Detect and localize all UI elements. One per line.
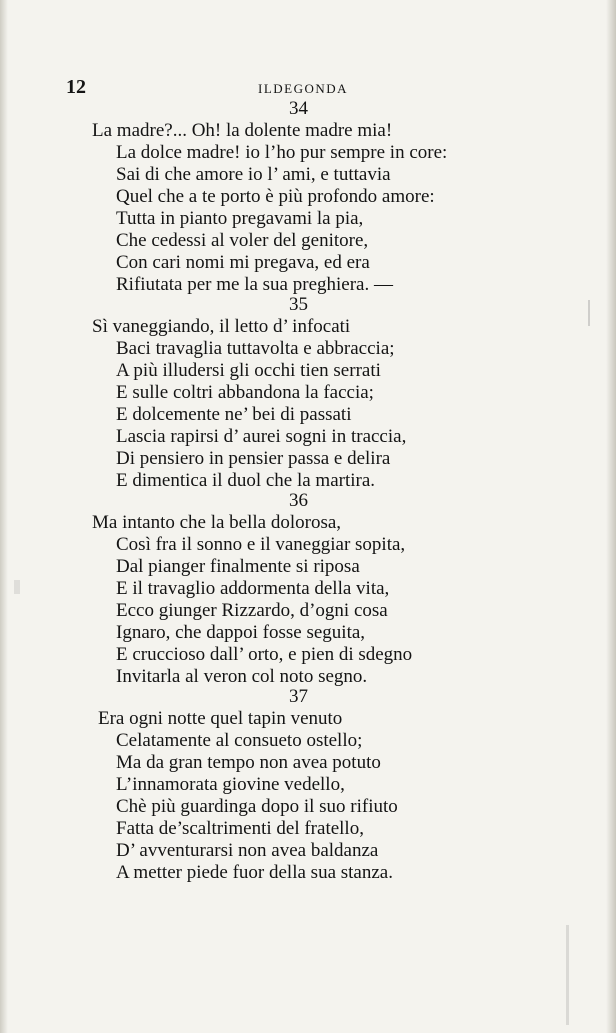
verse-line: A più illudersi gli occhi tien serrati (116, 360, 381, 381)
stanza-number: 36 (289, 490, 308, 511)
verse-line: Baci travaglia tuttavolta e abbraccia; (116, 338, 395, 359)
verse-line: L’innamorata giovine vedello, (116, 774, 345, 795)
verse-line: Dal pianger finalmente si riposa (116, 556, 360, 577)
verse-line: Rifiutata per me la sua preghiera. — (116, 274, 393, 295)
verse-line: E dolcemente ne’ bei di passati (116, 404, 352, 425)
verse-line: E il travaglio addormenta della vita, (116, 578, 390, 599)
verse-line: D’ avventurarsi non avea baldanza (116, 840, 379, 861)
page-edge-right (606, 0, 616, 1033)
verse-line: Sai di che amore io l’ ami, e tuttavia (116, 164, 391, 185)
verse-line: E cruccioso dall’ orto, e pien di sdegno (116, 644, 413, 665)
verse-line: Tutta in pianto pregavami la pia, (116, 208, 364, 229)
verse-line: Sì vaneggiando, il letto d’ infocati (92, 316, 351, 337)
verse-line: A metter piede fuor della sua stanza. (116, 862, 393, 883)
verse-line: Era ogni notte quel tapin venuto (98, 708, 343, 729)
verse-line: Lascia rapirsi d’ aurei sogni in traccia, (116, 426, 407, 447)
verse-line: Ignaro, che dappoi fosse seguita, (116, 622, 366, 643)
page-edge-left (0, 0, 8, 1033)
verse-line: La dolce madre! io l’ho pur sempre in core: (116, 142, 448, 163)
verse-line: Ma da gran tempo non avea potuto (116, 752, 381, 773)
stanza-number: 34 (289, 98, 308, 119)
verse-line: Chè più guardinga dopo il suo rifiuto (116, 796, 398, 817)
verse-line: Celatamente al consueto ostello; (116, 730, 363, 751)
stanza-number: 37 (289, 686, 308, 707)
verse-line: Ecco giunger Rizzardo, d’ogni cosa (116, 600, 388, 621)
page-mark (14, 580, 20, 594)
verse-line: Quel che a te porto è più profondo amore: (116, 186, 435, 207)
page-header (0, 76, 616, 100)
stanza-number: 35 (289, 294, 308, 315)
running-title: ILDEGONDA (258, 81, 349, 96)
verse-line: La madre?... Oh! la dolente madre mia! (92, 120, 393, 141)
verse-line: E sulle coltri abbandona la faccia; (116, 382, 374, 403)
page-number: 12 (66, 76, 86, 98)
verse-line: Fatta de’scaltrimenti del fratello, (116, 818, 364, 839)
page-mark (588, 300, 590, 326)
verse-line: Ma intanto che la bella dolorosa, (92, 512, 342, 533)
verse-line: Di pensiero in pensier passa e delira (116, 448, 391, 469)
verse-line: Che cedessi al voler del genitore, (116, 230, 369, 251)
verse-line: Con cari nomi mi pregava, ed era (116, 252, 370, 273)
verse-line: E dimentica il duol che la martira. (116, 470, 376, 491)
page-mark (566, 925, 569, 1025)
verse-line: Invitarla al veron col noto segno. (116, 666, 368, 687)
verse-line: Così fra il sonno e il vaneggiar sopita, (116, 534, 406, 555)
